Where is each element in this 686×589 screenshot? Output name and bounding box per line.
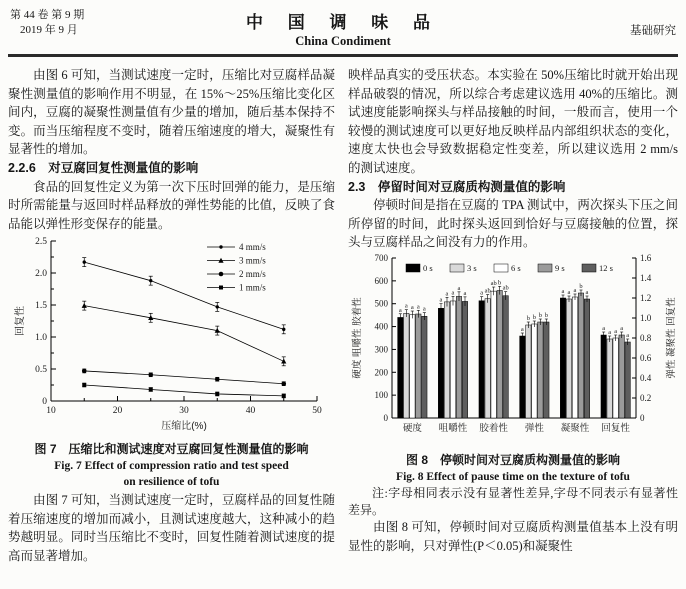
- svg-text:4 mm/s: 4 mm/s: [238, 242, 266, 253]
- paragraph-resilience-definition: 食品的回复性定义为第一次下压时回弹的能力，是压缩时所需能量与返回时样品释放的弹性势能的比值，反映了食品能以弹性形变保存的能量。: [8, 179, 335, 231]
- fig7-series-1mm/s: [82, 383, 286, 398]
- paragraph-fig8-discussion: 由图 8 可知，停顿时间对豆腐质构测量值基本上没有明显性的影响，只对弹性(P＜0.05)和凝聚性: [348, 520, 678, 553]
- svg-text:3 mm/s: 3 mm/s: [238, 255, 266, 266]
- fig8-group-5: [601, 325, 630, 434]
- svg-text:1.6: 1.6: [640, 253, 652, 263]
- svg-text:2.0: 2.0: [34, 269, 47, 280]
- svg-text:b: b: [579, 282, 583, 290]
- fig8-group-3: [520, 312, 549, 434]
- svg-text:2.5: 2.5: [34, 237, 47, 248]
- svg-text:0.8: 0.8: [640, 332, 652, 343]
- svg-text:b: b: [526, 314, 530, 322]
- svg-text:a: a: [567, 288, 571, 296]
- svg-text:30: 30: [178, 406, 189, 417]
- paragraph-compression-recommendation: 映样品真实的受压状态。本实验在 50%压缩比时就开始出现样品破裂的情况，所以综合考虑建议选用 40%的压缩比。测试速度能影响探头与样品接触的时间，一般而言，使用一个较慢的测试速度可以更好地反映样品内部组织状态的变化，速度太快也会导致数据稳定性变差，所以建议选用 2 mm/s 的测试速度。: [348, 68, 678, 175]
- svg-text:1.4: 1.4: [640, 272, 652, 283]
- svg-text:20: 20: [112, 406, 122, 417]
- fig7-legend-item-0: [207, 242, 266, 252]
- svg-text:弹性 凝聚性 回复性: 弹性 凝聚性 回复性: [666, 297, 677, 379]
- svg-text:a: a: [463, 289, 467, 297]
- heading-2-3: 2.3 停留时间对豆腐质构测量值的影响: [348, 179, 566, 194]
- svg-text:50: 50: [311, 406, 322, 417]
- svg-text:胶着性: 胶着性: [479, 422, 508, 434]
- svg-text:硬度 咀嚼性 胶着性: 硬度 咀嚼性 胶着性: [352, 297, 363, 379]
- svg-text:回复性: 回复性: [14, 306, 26, 337]
- svg-text:a: a: [602, 324, 606, 332]
- figure7-line-chart: [11, 235, 333, 435]
- fig7-series-3mm/s: [81, 302, 286, 367]
- svg-text:1 mm/s: 1 mm/s: [238, 282, 266, 293]
- svg-text:2 mm/s: 2 mm/s: [238, 269, 266, 280]
- svg-text:a: a: [398, 306, 402, 314]
- svg-text:a: a: [439, 296, 443, 304]
- svg-text:a: a: [520, 325, 524, 333]
- svg-text:200: 200: [374, 367, 388, 378]
- svg-text:凝聚性: 凝聚性: [560, 422, 590, 434]
- svg-text:ab: ab: [490, 279, 497, 287]
- svg-text:9 s: 9 s: [555, 262, 565, 273]
- figure7-caption-en-2: on resilience of tofu: [123, 476, 220, 489]
- fig7-legend-item-2: [207, 269, 266, 279]
- svg-text:0: 0: [640, 412, 645, 423]
- paragraph-fig6-discussion: 由图 6 可知，当测试速度一定时，压缩比对豆腐样品凝聚性测量值的影响作用不明显，在 15%～25%压缩比变化区间内，豆腐的凝聚性测量值有少量的增加，随后基本保持不变。而当压缩程度不变时，随着压缩速度的增大，凝聚性有显著性的增加。: [8, 68, 335, 157]
- svg-text:a: a: [404, 302, 408, 310]
- journal-title-block: [140, 8, 546, 49]
- fig8-group-2: [479, 279, 509, 434]
- figure-7: [8, 235, 335, 491]
- fig8-group-1: [438, 285, 467, 434]
- svg-text:1.0: 1.0: [34, 333, 47, 344]
- fig8-legend: [406, 263, 613, 273]
- svg-text:a: a: [620, 324, 624, 332]
- volume-issue-block: [10, 8, 140, 38]
- figure8-caption-en: Fig. 8 Effect of pause time on the texture of tofu: [396, 470, 630, 483]
- svg-text:300: 300: [374, 344, 388, 355]
- volume-issue: 第 44 卷 第 9 期: [10, 9, 85, 21]
- svg-text:0.5: 0.5: [34, 365, 47, 376]
- right-column: [348, 66, 678, 565]
- issue-date: 2019 年 9 月: [20, 24, 78, 36]
- svg-text:b: b: [538, 311, 542, 319]
- svg-text:a: a: [561, 287, 565, 295]
- figure8-note: 注:字母相同表示没有显著性差异,字母不同表示有显著性差异。: [348, 486, 678, 517]
- journal-title-en: China Condiment: [295, 34, 391, 48]
- svg-text:回复性: 回复性: [601, 422, 630, 434]
- svg-text:0.6: 0.6: [640, 352, 652, 363]
- svg-text:a: a: [614, 327, 618, 335]
- journal-title-cn: 中 国 调 味 品: [246, 13, 440, 32]
- svg-text:100: 100: [374, 390, 388, 401]
- svg-text:a: a: [445, 290, 449, 298]
- svg-text:a: a: [608, 328, 612, 336]
- svg-text:6 s: 6 s: [511, 262, 521, 273]
- svg-text:0.2: 0.2: [640, 392, 652, 403]
- svg-text:a: a: [480, 289, 484, 297]
- svg-text:a: a: [626, 331, 630, 339]
- svg-text:a: a: [585, 288, 589, 296]
- figure-8: [348, 254, 678, 485]
- svg-text:0.4: 0.4: [640, 372, 652, 383]
- fig7-tick-labels: [13, 237, 322, 432]
- svg-text:400: 400: [374, 321, 388, 332]
- svg-text:ab: ab: [502, 284, 509, 292]
- svg-text:12 s: 12 s: [599, 262, 613, 273]
- svg-text:1.2: 1.2: [640, 292, 652, 303]
- svg-text:1.0: 1.0: [640, 312, 652, 323]
- svg-text:b: b: [498, 279, 502, 287]
- paragraph-fig7-discussion: 由图 7 可知，当测试速度一定时，豆腐样品的回复性随着压缩速度的增加而减小，且测试速度越大，这种减小的趋势越明显。同时当压缩比不变时，回复性随着测试速度的提高而显著增加。: [8, 492, 335, 563]
- svg-text:10: 10: [45, 406, 56, 417]
- section-label: 基础研究: [630, 25, 676, 37]
- svg-text:500: 500: [374, 298, 388, 309]
- paragraph-pause-time-definition: 停顿时间是指在豆腐的 TPA 测试中，两次探头下压之间所停留的时间，此时探头返回到恰好与豆腐接触的位置，探头与豆腐样品之间没有力的作用。: [348, 198, 678, 250]
- svg-text:a: a: [422, 305, 426, 313]
- left-column: [8, 66, 335, 565]
- svg-text:弹性: 弹性: [524, 422, 544, 434]
- svg-text:ab: ab: [484, 287, 491, 295]
- svg-text:3 s: 3 s: [467, 262, 477, 273]
- figure8-bar-chart: [348, 254, 682, 446]
- two-column-body: [8, 66, 678, 565]
- svg-text:b: b: [544, 311, 548, 319]
- page-header: [8, 6, 678, 49]
- figure7-caption-en-1: Fig. 7 Effect of compression ratio and test speed: [54, 459, 289, 472]
- svg-text:a: a: [457, 284, 461, 292]
- fig7-series-2mm/s: [81, 369, 285, 386]
- svg-text:压缩比(%): 压缩比(%): [160, 421, 207, 433]
- svg-text:700: 700: [374, 253, 388, 263]
- fig7-legend-item-3: [207, 283, 266, 293]
- figure8-caption-cn: 图 8 停顿时间对豆腐质构测量值的影响: [405, 452, 620, 467]
- svg-text:a: a: [410, 303, 414, 311]
- svg-text:600: 600: [374, 275, 388, 286]
- svg-text:硬度: 硬度: [402, 422, 422, 434]
- heading-2-2-6: 2.2.6 对豆腐回复性测量值的影响: [8, 160, 199, 175]
- svg-text:a: a: [573, 286, 577, 294]
- fig8-group-0: [398, 303, 427, 434]
- svg-text:0: 0: [41, 397, 47, 408]
- svg-text:40: 40: [245, 406, 255, 417]
- header-rule: [8, 54, 678, 57]
- fig8-group-4: [560, 283, 589, 434]
- svg-text:b: b: [532, 313, 536, 321]
- svg-text:a: a: [416, 303, 420, 311]
- fig7-legend-item-1: [207, 256, 266, 266]
- svg-text:咀嚼性: 咀嚼性: [438, 422, 468, 434]
- svg-text:0: 0: [383, 412, 388, 423]
- svg-text:a: a: [451, 289, 455, 297]
- figure7-caption-cn: 图 7 压缩比和测试速度对豆腐回复性测量值的影响: [34, 441, 309, 456]
- svg-text:1.5: 1.5: [34, 301, 47, 312]
- fig8-axes: [392, 258, 636, 418]
- svg-text:0 s: 0 s: [423, 262, 433, 273]
